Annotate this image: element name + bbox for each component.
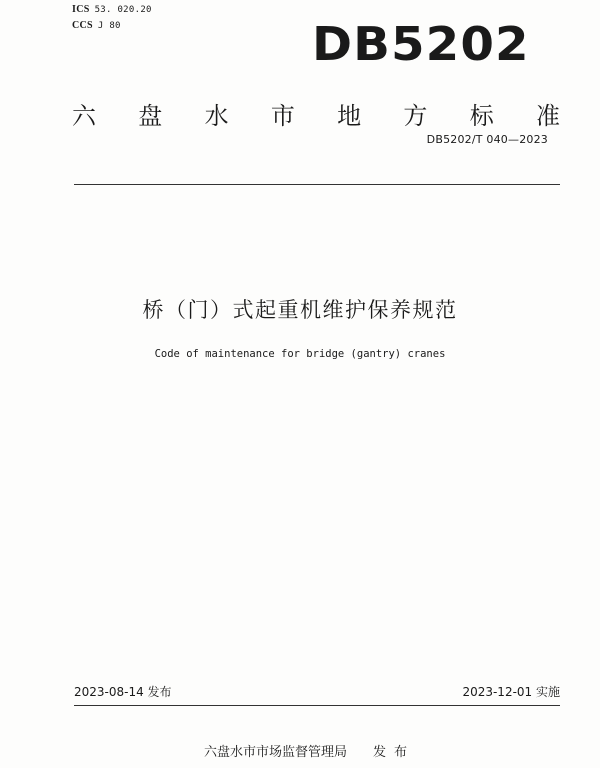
implementation-date: 2023-12-01 实施: [462, 685, 560, 699]
standard-number: DB5202/T 040—2023: [426, 133, 548, 146]
issue-date: 2023-08-14 发布: [74, 685, 172, 699]
standard-type-char: 盘: [138, 102, 163, 130]
standard-type-char: 方: [403, 102, 428, 130]
bottom-divider: [74, 705, 560, 706]
ics-code: [72, 2, 152, 18]
ccs-code: [72, 18, 152, 34]
title-english: Code of maintenance for bridge (gantry) cranes: [154, 348, 446, 360]
standard-type-char: 市: [270, 102, 295, 130]
publisher-action: 发布: [373, 745, 416, 760]
standard-type-heading: [72, 98, 560, 134]
db-logo: DB5202: [312, 17, 530, 71]
ics-label: ICS: [72, 4, 90, 15]
title-chinese: 桥（门）式起重机维护保养规范: [142, 298, 458, 322]
publisher-name: 六盘水市市场监督管理局: [204, 745, 348, 760]
top-divider: [74, 184, 560, 185]
ics-value: 53. 020.20: [94, 5, 152, 15]
ccs-label: CCS: [72, 20, 93, 31]
standard-type-char: 地: [337, 102, 362, 130]
standard-type-char: 准: [535, 102, 560, 130]
classification-codes: [72, 2, 152, 34]
standard-type-char: 标: [469, 102, 494, 130]
publisher: [204, 741, 415, 760]
ccs-value: J 80: [97, 21, 121, 31]
standard-type-char: 水: [204, 102, 229, 130]
standard-type-char: 六: [72, 102, 96, 130]
